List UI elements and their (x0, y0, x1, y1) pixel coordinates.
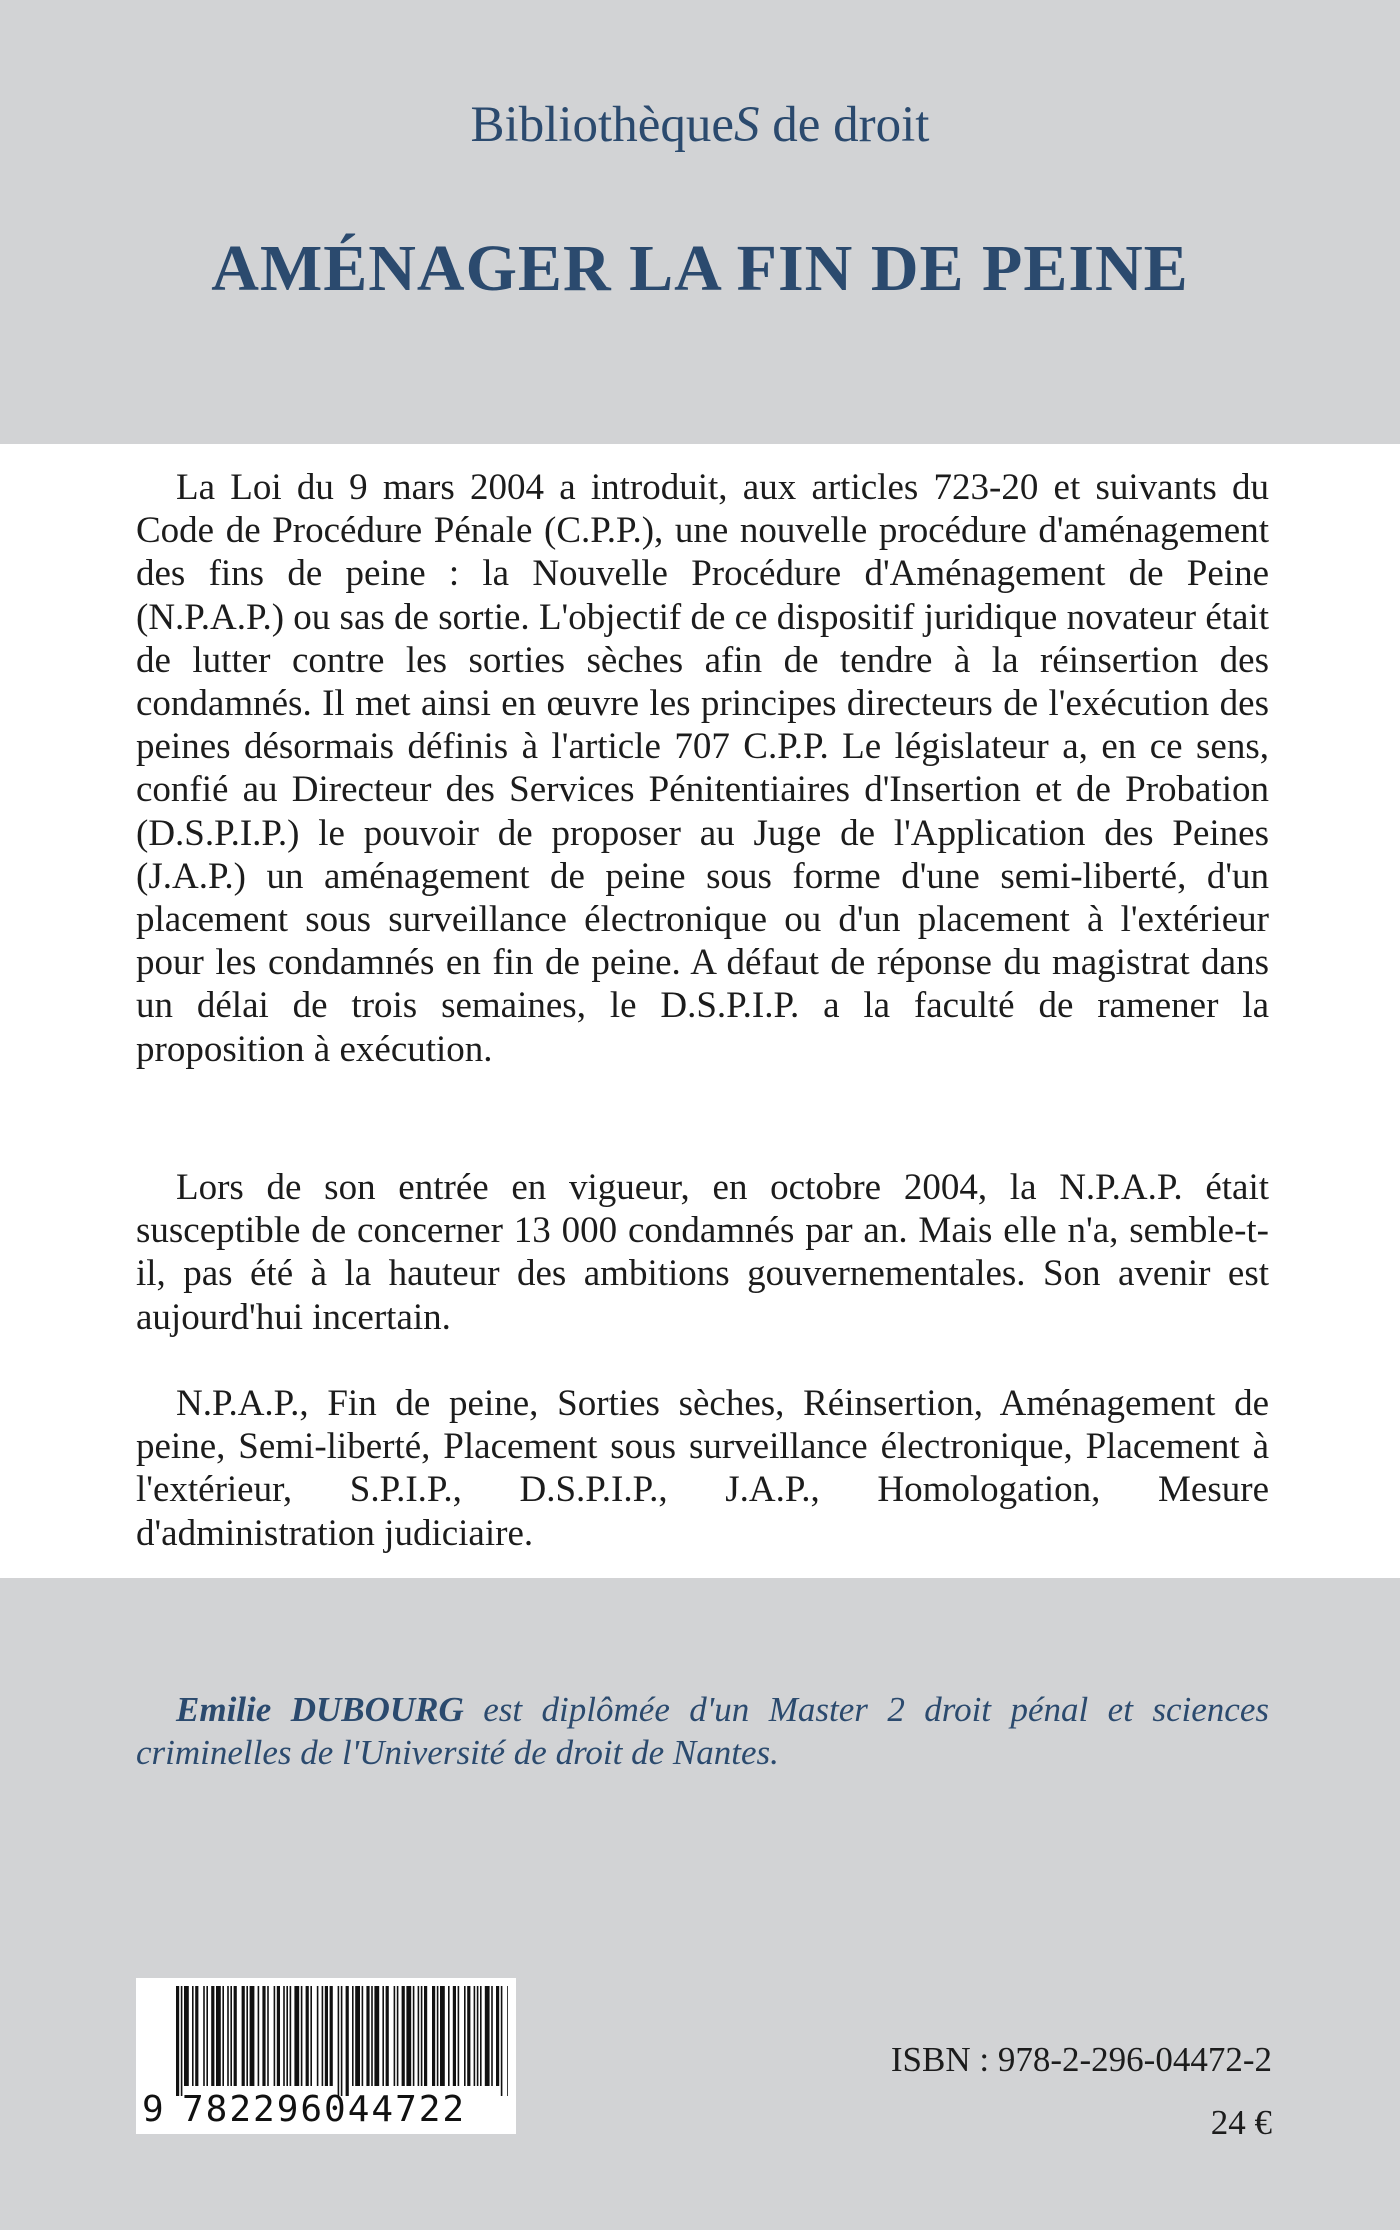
book-title: AMÉNAGER LA FIN DE PEINE (211, 232, 1189, 305)
barcode-bar (352, 1986, 354, 2086)
barcode-bar (176, 1986, 179, 2096)
barcode-first-digit: 9 (142, 2089, 164, 2130)
summary-paragraph-1: La Loi du 9 mars 2004 a introduit, aux articles 723-20 et suivants du Code de Procédure Pénale (C.P.P.), une nouvelle procédure d'aménagement des fins de peine : la Nouvelle Procédure d'Aménagement de Peine (N.P.A.P.) ou sas de sortie. L'objectif de ce dispositif juridique novateur était de lutter contre les sorties sèches afin de tendre à la réinsertion des condamnés. Il met ainsi en œuvre les principes directeurs de l'exécution des peines désormais définis à l'article 707 C.P.P. Le législateur a, en ce sens, confié au Directeur des Services Pénitentiaires d'Insertion et de Probation (D.S.P.I.P.) le pouvoir de proposer au Juge de l'Application des Peines (J.A.P.) un aménagement de peine sous forme d'une semi-liberté, d'un placement sous surveillance électronique ou d'un placement à l'extérieur pour les condamnés en fin de peine. A défaut de réponse du magistrat dans un délai de trois semaines, le D.S.P.I.P. a la faculté de ramener la proposition à exécution. (136, 467, 1269, 1070)
barcode-bar (458, 1986, 460, 2086)
barcode-bar (222, 1986, 224, 2086)
barcode-bar (211, 1986, 214, 2086)
barcode-bar (310, 1986, 312, 2086)
barcode-bar (234, 1986, 237, 2086)
barcode-bar (402, 1986, 405, 2086)
barcode-bar (206, 1986, 208, 2086)
barcode-bar (181, 1986, 183, 2096)
series-s: S (734, 97, 760, 153)
barcode-bar (507, 1986, 508, 2096)
barcode-bar (290, 1986, 292, 2086)
author-note (136, 1688, 1269, 1774)
barcode-bar (374, 1986, 379, 2086)
barcode-bar (283, 1986, 285, 2086)
barcode-bar (424, 1986, 427, 2086)
summary-paragraph-2: Lors de son entrée en vigueur, en octobre 2004, la N.P.A.P. était susceptible de concerner 13 000 condamnés par an. Mais elle n'a, semble-t-il, pas été à la hauteur des ambitions gouvernementales. Son avenir est aujourd'hui incertain. (136, 1167, 1269, 1338)
barcode-bar (485, 1986, 490, 2086)
barcode-bar (184, 1986, 189, 2086)
barcode (136, 1978, 516, 2134)
barcode-bar (227, 1986, 229, 2086)
barcode-bar (258, 1986, 260, 2086)
barcode-bar (274, 1986, 276, 2086)
barcode-bar (216, 1986, 221, 2086)
author-bio: est diplômée d'un Master 2 droit pénal et sciences criminelles de l'Université de droit de Nantes. (136, 1690, 1269, 1772)
barcode-bar (242, 1986, 245, 2086)
barcode-digit-string: 782296044722 (182, 2089, 467, 2130)
barcode-bar (306, 1986, 309, 2086)
barcode-bar (394, 1986, 396, 2086)
series-suffix: de droit (759, 97, 930, 153)
barcode-bar (418, 1986, 420, 2086)
barcode-bar (467, 1986, 470, 2086)
barcode-bar (362, 1986, 364, 2086)
barcode-bar (262, 1986, 265, 2086)
barcode-bars (176, 1986, 508, 2096)
barcode-bar (491, 1986, 493, 2086)
barcode-bar (440, 1986, 445, 2086)
author-name: Emilie DUBOURG (176, 1690, 464, 1729)
barcode-bar (453, 1986, 456, 2086)
barcode-bar (330, 1986, 333, 2086)
barcode-bar (192, 1986, 194, 2086)
isbn-label: ISBN : 978-2-296-04472-2 (890, 2040, 1272, 2079)
barcode-bar (437, 1986, 439, 2086)
series-name (0, 96, 1400, 154)
barcode-bar (474, 1986, 476, 2086)
barcode-bar (301, 1986, 303, 2086)
barcode-bar (322, 1986, 324, 2086)
barcode-bar (341, 1986, 343, 2096)
barcode-bar (355, 1986, 360, 2086)
barcode-bar (432, 1986, 435, 2086)
barcode-bar (397, 1986, 399, 2086)
barcode-bar (250, 1986, 255, 2086)
barcode-bar (195, 1986, 198, 2086)
keywords-paragraph: N.P.A.P., Fin de peine, Sorties sèches, Réinsertion, Aménagement de peine, Semi-liberté, Placement sous surveillance électronique, Placement à l'extérieur, S.P.I.P., D.S.P.I.P., J.A.P., Homologation, Mesure d'administration judiciaire. (136, 1383, 1269, 1554)
barcode-bar (267, 1986, 269, 2086)
barcode-bar (480, 1986, 482, 2086)
barcode-bar (286, 1986, 288, 2086)
barcode-bar (294, 1986, 299, 2086)
barcode-number (136, 2088, 516, 2132)
barcode-bar (477, 1986, 479, 2086)
barcode-bar (464, 1986, 466, 2086)
barcode-bar (338, 1986, 340, 2096)
barcode-bar (346, 1986, 349, 2096)
barcode-bar (406, 1986, 411, 2086)
barcode-bar (317, 1986, 319, 2086)
barcode-bar (371, 1986, 373, 2086)
barcode-bar (413, 1986, 415, 2086)
series-prefix: Bibliothèque (470, 97, 734, 153)
barcode-bar (496, 1986, 499, 2086)
header-band (0, 0, 1400, 444)
barcode-bar (366, 1986, 369, 2086)
barcode-bar (277, 1986, 280, 2086)
barcode-bar (501, 1986, 503, 2096)
barcode-bar (203, 1986, 205, 2086)
price-label: 24 € (1210, 2103, 1272, 2142)
barcode-bar (382, 1986, 384, 2086)
barcode-bar (246, 1986, 248, 2086)
barcode-bar (448, 1986, 450, 2086)
barcode-bar (386, 1986, 389, 2086)
barcode-bar (421, 1986, 423, 2086)
barcode-bar (325, 1986, 328, 2086)
barcode-bar (230, 1986, 232, 2086)
